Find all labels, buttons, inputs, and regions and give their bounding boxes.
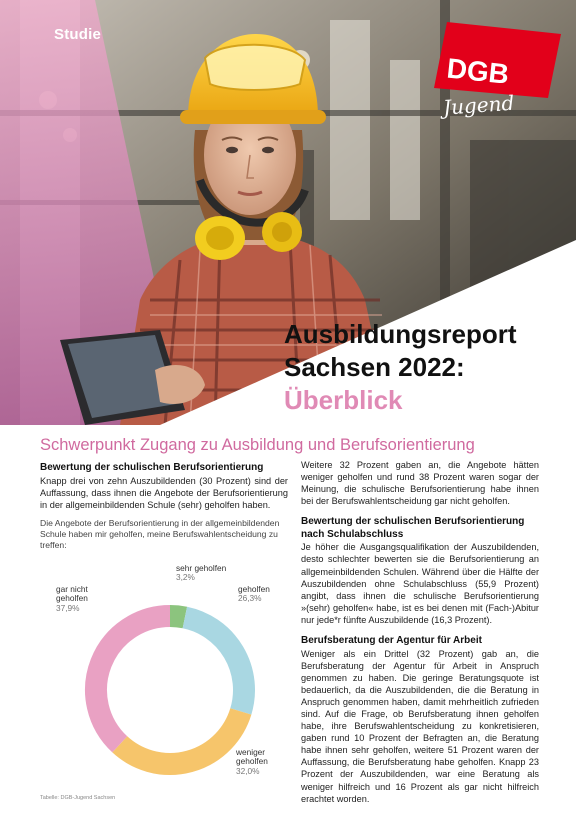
chart-category-label: gar nicht geholfen xyxy=(56,584,88,604)
logo-mark-icon xyxy=(431,20,561,130)
left-column xyxy=(40,462,288,551)
right-paragraph-1: Weitere 32 Prozent gaben an, die Angebote hätten weniger geholfen und rund 38 Prozent waren sogar der Meinung, die schulische Berufsorientierung habe ihnen bei der Berufswahlentscheidung gar nicht geholfen. xyxy=(301,460,539,507)
donut-slice-geholfen xyxy=(185,618,244,712)
chart-value-label: 32,0% xyxy=(236,765,260,776)
right-paragraph-2: Je höher die Ausgangsqualifikation der Auszubildenden, desto schlechter bewerten sie die Berufsorientierung an allgemeinbildenden Schulen. Während über die Hälfte der Auszubildenden ohne Schulabschluss (55,9 Prozent) angibt, dass ihnen die schulische Berufsorientierung »(sehr) geholfen« habe, ist es bei denen mit (Fach-)Abitur nur jede*r fünfte Auszubildende (16,3 Prozent). xyxy=(301,542,539,625)
chart-intro: Die Angebote der Berufsorientierung in der allgemeinbildenden Schule haben mir geholfen, meine Berufswahlentscheidung zu treffen: xyxy=(40,517,280,551)
chart-value-label: 3,2% xyxy=(176,572,195,583)
page-title-line-2: Sachsen 2022: xyxy=(284,352,465,382)
chart-label-2 xyxy=(236,748,292,776)
right-paragraph-3: Weniger als ein Drittel (32 Prozent) gab an, die Berufsberatung der Agentur für Arbeit in Anspruch genommen zu haben. Die geringe Beratungsquote ist bedauerlich, da die Auszubildenden, die die Beratung in Anspruch genommen haben, damit mehrheitlich zufrieden sind. Auf die Frage, ob Berufsberatung ihnen geholfen habe, ihre Berufswahlentscheidung zu konkretisieren, gaben rund 10 Prozent der Befragten an, die Beratung habe ihnen sehr geholfen, weitere 51 Prozent waren der Auffassung, die Berufsberatung habe geholfen. Knapp 23 Prozent der Auszubildenden, war eine Beratung als weniger hilfreich und 16 Prozent als gar nicht hilfreich erachtet worden. xyxy=(301,648,539,804)
chart-source: Tabelle: DGB-Jugend Sachsen xyxy=(40,795,116,801)
chart-value-label: 26,3% xyxy=(238,593,262,604)
page-title-line-3: Überblick xyxy=(284,385,403,415)
donut-chart xyxy=(40,540,295,785)
donut-slice-gar-nicht-geholfen xyxy=(96,616,170,744)
section-heading: Schwerpunkt Zugang zu Ausbildung und Berufsorientierung xyxy=(40,436,475,454)
page-title-line-1: Ausbildungsreport xyxy=(284,319,517,349)
right-heading-3: Berufsberatung der Agentur für Arbeit xyxy=(301,635,482,647)
chart-label-0 xyxy=(176,564,226,583)
logo-text: DGB xyxy=(445,52,511,90)
chart-value-label: 37,9% xyxy=(56,602,80,613)
dgb-jugend-logo[interactable] xyxy=(431,20,561,130)
donut-slice-weniger-geholfen xyxy=(120,711,241,764)
donut-slice-sehr-geholfen xyxy=(170,616,185,618)
chart-category-label: geholfen xyxy=(238,584,270,594)
left-paragraph: Knapp drei von zehn Auszubildenden (30 Prozent) sind der Auffassung, dass ihnen die Angebote der Berufsorientierung in der allgemeinbildenden Schule (sehr) geholfen haben. xyxy=(40,475,288,510)
right-column xyxy=(301,459,539,805)
title-block xyxy=(284,318,517,417)
right-heading-2: Bewertung der schulischen Berufsorientierung nach Schulabschluss xyxy=(301,516,525,540)
chart-category-label: weniger geholfen xyxy=(236,747,268,767)
document-type-label: Studie xyxy=(54,26,102,43)
logo-subtext: Jugend xyxy=(442,90,515,120)
chart-label-1 xyxy=(238,585,270,604)
chart-label-3 xyxy=(56,585,104,613)
chart-category-label: sehr geholfen xyxy=(176,563,227,573)
left-heading: Bewertung der schulischen Berufsorientierung xyxy=(40,462,264,473)
